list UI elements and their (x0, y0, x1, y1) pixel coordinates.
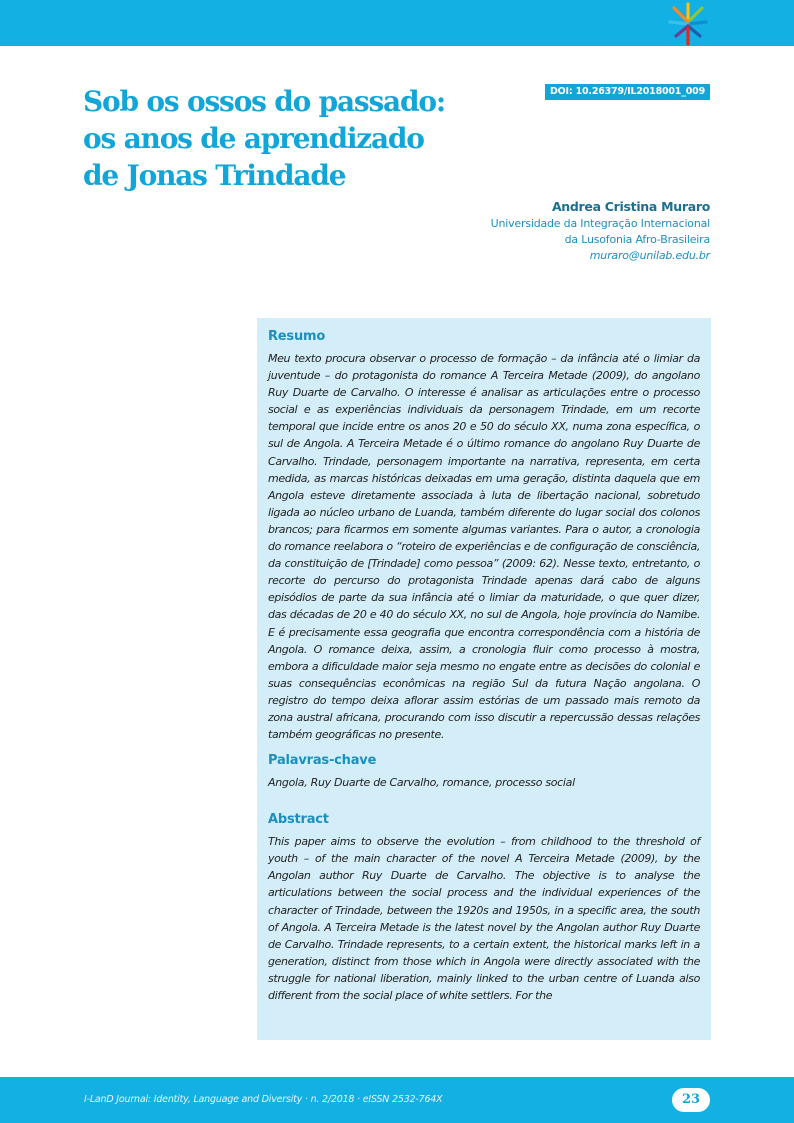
affiliation-line: da Lusofonia Afro-Brasileira (564, 233, 710, 246)
article-title (83, 83, 503, 194)
author-name: Andrea Cristina Muraro (551, 199, 710, 214)
abstract-box (257, 318, 711, 1040)
title-line: de Jonas Trindade (83, 159, 346, 192)
title-line: os anos de aprendizado (83, 122, 424, 155)
journal-citation: I-LanD Journal: Identity, Language and Diversity · n. 2/2018 · eISSN 2532-764X (84, 1094, 443, 1105)
title-line: Sob os ossos do passado: (83, 85, 445, 118)
author-block (390, 198, 710, 264)
author-email-link[interactable]: muraro@unilab.edu.br (589, 249, 710, 262)
colorful-arrows-logo-icon (662, 0, 714, 48)
doi-badge[interactable]: DOI: 10.26379/IL2018001_009 (545, 84, 710, 100)
resumo-text: Meu texto procura observar o processo de formação – da infância até o limiar da juventude – do protagonista do romance A Terceira Metade (2009), do angolano Ruy Duarte de Carvalho. O interesse é analisar as articulações entre o processo social e as experiências individuais da personagem Trindade, em um recorte temporal que incide entre os anos 20 e 50 do século XX, numa zona específica, o sul de Angola. A Terceira Metade é o último romance do angolano Ruy Duarte de Carvalho. Trindade, personagem importante na narrativa, representa, em certa medida, as marcas históricas deixadas em uma geração, distinta daquela que em Angola esteve diretamente associada à luta de libertação nacional, sobretudo ligada ao núcleo urbano de Luanda, também diferente do lugar social dos colonos brancos; para ficarmos em somente algumas variantes. Para o autor, a cronologia do romance reelabora o “roteiro de experiências e de configuração de consciência, da constituição de [Trindade] como pessoa” (2009: 62). Nesse texto, entretanto, o recorte do percurso do protagonista Trindade apenas dará cabo de alguns episódios de parte da sua infância até o limiar da maturidade, o que quer dizer, das décadas de 20 e 40 do século XX, no sul de Angola, hoje província do Namibe. E é precisamente essa geografia que encontra correspondência com a história de Angola. O romance deixa, assim, a cronologia fluir como processo à mostra, embora a dificuldade maior seja mesmo no engate entre as decisões do colonial e suas consequências econômicas na região Sul da futura Nação angolana. O registro do tempo deixa aflorar assim estórias de um passado mais remoto da zona austral africana, procurando com isso discutir a repercussão dessas relações também geográficas no presente. (268, 352, 700, 742)
abstract-heading: Abstract (268, 812, 329, 828)
resumo-heading: Resumo (268, 329, 326, 344)
keywords-heading: Palavras-chave (268, 753, 377, 769)
abstract-text: This paper aims to observe the evolution – from childhood to the threshold of youth – of the main character of the novel A Terceira Metade (2009), by the Angolan author Ruy Duarte de Carvalho. The objective is to analyse the articulations between the social process and the individual experiences of the character of Trindade, between the 1920s and 1950s, in a specific area, the south of Angola. A Terceira Metade is the latest novel by the Angolan author Ruy Duarte de Carvalho. Trindade represents, to a certain extent, the historical marks left in a generation, distinct from those which in Angola were directly associated with the struggle for national liberation, mainly linked to the urban centre of Luanda also different from the social place of white settlers. For the (268, 835, 700, 1002)
keywords-text: Angola, Ruy Duarte de Carvalho, romance, processo social (268, 776, 575, 790)
page-number: 23 (672, 1088, 710, 1112)
affiliation-line: Universidade da Integração Internacional (490, 217, 710, 230)
